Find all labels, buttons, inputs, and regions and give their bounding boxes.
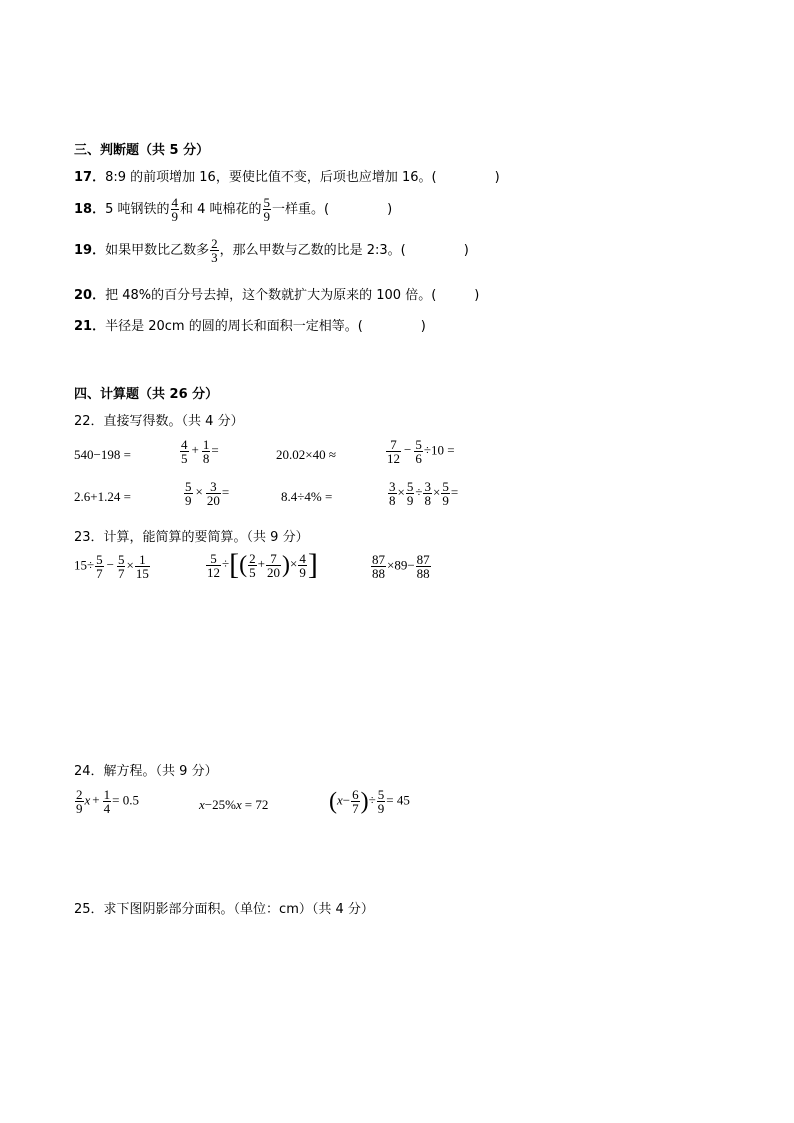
question-text: ，那么甲数与乙数的比是 2:3。( [219, 243, 406, 258]
denominator: 9 [299, 564, 306, 580]
numerator: 5 [415, 437, 422, 452]
calc-23-3 [370, 553, 432, 580]
denominator: 6 [415, 451, 422, 466]
fraction [202, 438, 211, 465]
denominator: 15 [135, 566, 149, 581]
denominator: 12 [207, 564, 220, 580]
denominator: 9 [171, 209, 178, 224]
question-close: ) [420, 319, 426, 334]
operator: ÷ [368, 792, 376, 808]
calc-fraction-product [183, 480, 229, 507]
fraction [377, 788, 386, 815]
question-number: 21． [74, 319, 106, 334]
denominator: 8 [424, 493, 431, 508]
question-close: ) [474, 288, 480, 303]
denominator: 9 [442, 493, 449, 508]
numerator: 6 [352, 787, 359, 802]
denominator: 3 [211, 250, 218, 265]
numerator: 3 [206, 480, 221, 494]
question-18 [74, 196, 392, 223]
question-19 [74, 237, 469, 264]
fraction [386, 438, 401, 465]
denominator: 4 [103, 801, 111, 816]
fraction [371, 553, 386, 580]
numerator: 5 [263, 195, 271, 210]
denominator: 9 [76, 801, 83, 816]
fraction [351, 788, 360, 815]
fraction [103, 788, 112, 815]
operator: − [404, 442, 412, 458]
expression-middle: −25% [204, 797, 236, 812]
question-text: 5 吨钢铁的 [105, 202, 170, 217]
question-number: 18． [74, 202, 106, 217]
calc-2-6-plus-1-24: 2.6+1.24 = [74, 489, 131, 504]
question-close: ) [494, 170, 500, 185]
numerator: 5 [377, 787, 385, 802]
question-number: 20． [74, 288, 106, 303]
variable-x: x [84, 792, 91, 808]
fraction [298, 552, 307, 579]
numerator: 7 [266, 552, 281, 566]
numerator: 1 [135, 553, 150, 567]
variable-x: x [235, 797, 242, 812]
denominator: 8 [389, 493, 396, 508]
numerator: 2 [76, 787, 83, 802]
operator: × [432, 484, 441, 500]
section-4-title: 四、计算题（共 26 分） [74, 387, 219, 402]
fraction [423, 480, 432, 507]
numerator: 3 [424, 479, 431, 494]
fraction [206, 552, 221, 579]
numerator: 5 [117, 552, 125, 567]
calc-20-02-times-40: 20.02×40 ≈ [276, 447, 336, 462]
question-21 [74, 315, 426, 334]
calc-fraction-sum [179, 438, 219, 465]
calc-23-2 [205, 550, 318, 580]
fraction [406, 480, 415, 507]
question-24-title: 24．解方程。（共 9 分） [74, 764, 218, 779]
operator: − [342, 792, 351, 808]
operator: × [289, 555, 298, 571]
fraction [171, 196, 180, 223]
denominator: 7 [117, 566, 125, 581]
question-text: 8:9 的前项增加 16，要使比值不变，后项也应增加 16。( [105, 170, 437, 185]
numerator: 5 [185, 479, 192, 494]
calc-fraction-minus-div [385, 438, 455, 465]
denominator: 12 [387, 451, 400, 466]
equation-24-2 [199, 797, 268, 813]
numerator: 1 [103, 787, 111, 802]
denominator: 7 [352, 801, 359, 816]
question-number: 19． [74, 243, 106, 258]
numerator: 3 [389, 479, 396, 494]
question-20 [74, 284, 479, 303]
numerator: 4 [299, 550, 306, 566]
right-bracket: ] [307, 548, 318, 581]
equation-24-1 [74, 788, 139, 815]
operator: × [195, 484, 203, 500]
section-3-title: 三、判断题（共 5 分） [74, 143, 210, 158]
numerator: 5 [442, 479, 449, 494]
denominator: 9 [377, 801, 385, 816]
equation-right: = 0.5 [112, 792, 139, 808]
operator: + [191, 442, 199, 458]
denominator: 20 [206, 493, 220, 508]
calc-8-4-div-4-percent: 8.4÷4% = [281, 489, 333, 504]
fraction [266, 552, 281, 579]
expression-middle: ×89− [387, 557, 415, 573]
left-paren: ( [329, 788, 337, 815]
numerator: 5 [206, 552, 221, 566]
variable-x: x [337, 792, 343, 808]
fraction [95, 553, 104, 580]
question-text: 半径是 20cm 的圆的周长和面积一定相等。( [105, 319, 363, 334]
fraction [135, 553, 150, 580]
fraction [117, 553, 126, 580]
operator: ÷ [222, 555, 230, 571]
question-17 [74, 166, 500, 185]
question-23-title: 23．计算，能简算的要简算。（共 9 分） [74, 530, 309, 545]
equals: = [221, 484, 230, 500]
question-text: 把 48%的百分号去掉，这个数就扩大为原来的 100 倍。( [105, 288, 437, 303]
calc-23-1 [74, 553, 151, 580]
denominator: 9 [406, 493, 414, 508]
fraction [75, 788, 84, 815]
equation-right: = 72 [244, 797, 269, 812]
numerator: 4 [181, 437, 188, 452]
fraction [263, 196, 272, 223]
variable-x: x [199, 797, 205, 812]
numerator: 87 [372, 552, 385, 567]
denominator: 5 [249, 564, 256, 580]
expression-head: 15÷ [74, 557, 95, 573]
equals: = [211, 442, 219, 458]
denominator: 88 [416, 566, 430, 581]
question-25-title: 25．求下图阴影部分面积。（单位：cm）（共 4 分） [74, 902, 374, 917]
denominator: 88 [372, 566, 385, 581]
operator: − [106, 557, 114, 573]
expression-tail: ÷10 = [423, 442, 455, 458]
equals: = [450, 484, 459, 500]
right-paren: ) [360, 788, 369, 815]
fraction [414, 438, 423, 465]
calc-540-minus-198: 540−198 = [74, 447, 131, 462]
question-text: 一样重。( [272, 202, 330, 217]
question-text: 和 4 吨棉花的 [180, 202, 262, 217]
denominator: 8 [202, 451, 210, 466]
equation-24-3 [329, 788, 410, 815]
fraction [210, 237, 219, 264]
fraction [180, 438, 189, 465]
operator: + [92, 792, 100, 808]
question-22-title: 22．直接写得数。（共 4 分） [74, 414, 244, 429]
left-bracket: [ [229, 548, 240, 581]
calc-fraction-chain [387, 480, 458, 507]
numerator: 5 [406, 479, 414, 494]
question-close: ) [463, 243, 469, 258]
denominator: 9 [263, 209, 271, 224]
fraction [388, 480, 397, 507]
question-close: ) [387, 202, 393, 217]
right-paren: ) [281, 552, 290, 578]
denominator: 9 [185, 493, 192, 508]
numerator: 87 [416, 552, 430, 567]
numerator: 5 [96, 552, 103, 567]
equation-right: = 45 [386, 792, 410, 808]
operator: × [126, 557, 134, 573]
denominator: 7 [96, 566, 103, 581]
denominator: 20 [266, 564, 280, 580]
left-paren: ( [239, 552, 248, 578]
fraction [248, 552, 257, 579]
denominator: 5 [181, 451, 188, 466]
fraction [184, 480, 193, 507]
numerator: 2 [249, 550, 256, 566]
fraction [441, 480, 450, 507]
operator: + [257, 555, 265, 571]
numerator: 4 [171, 195, 178, 210]
fraction [206, 480, 221, 507]
question-text: 如果甲数比乙数多 [105, 243, 210, 258]
operator: ÷ [415, 484, 423, 500]
operator: × [397, 484, 405, 500]
numerator: 1 [202, 437, 210, 452]
numerator: 2 [211, 236, 218, 251]
fraction [416, 553, 431, 580]
question-number: 17． [74, 170, 106, 185]
numerator: 7 [386, 438, 401, 452]
